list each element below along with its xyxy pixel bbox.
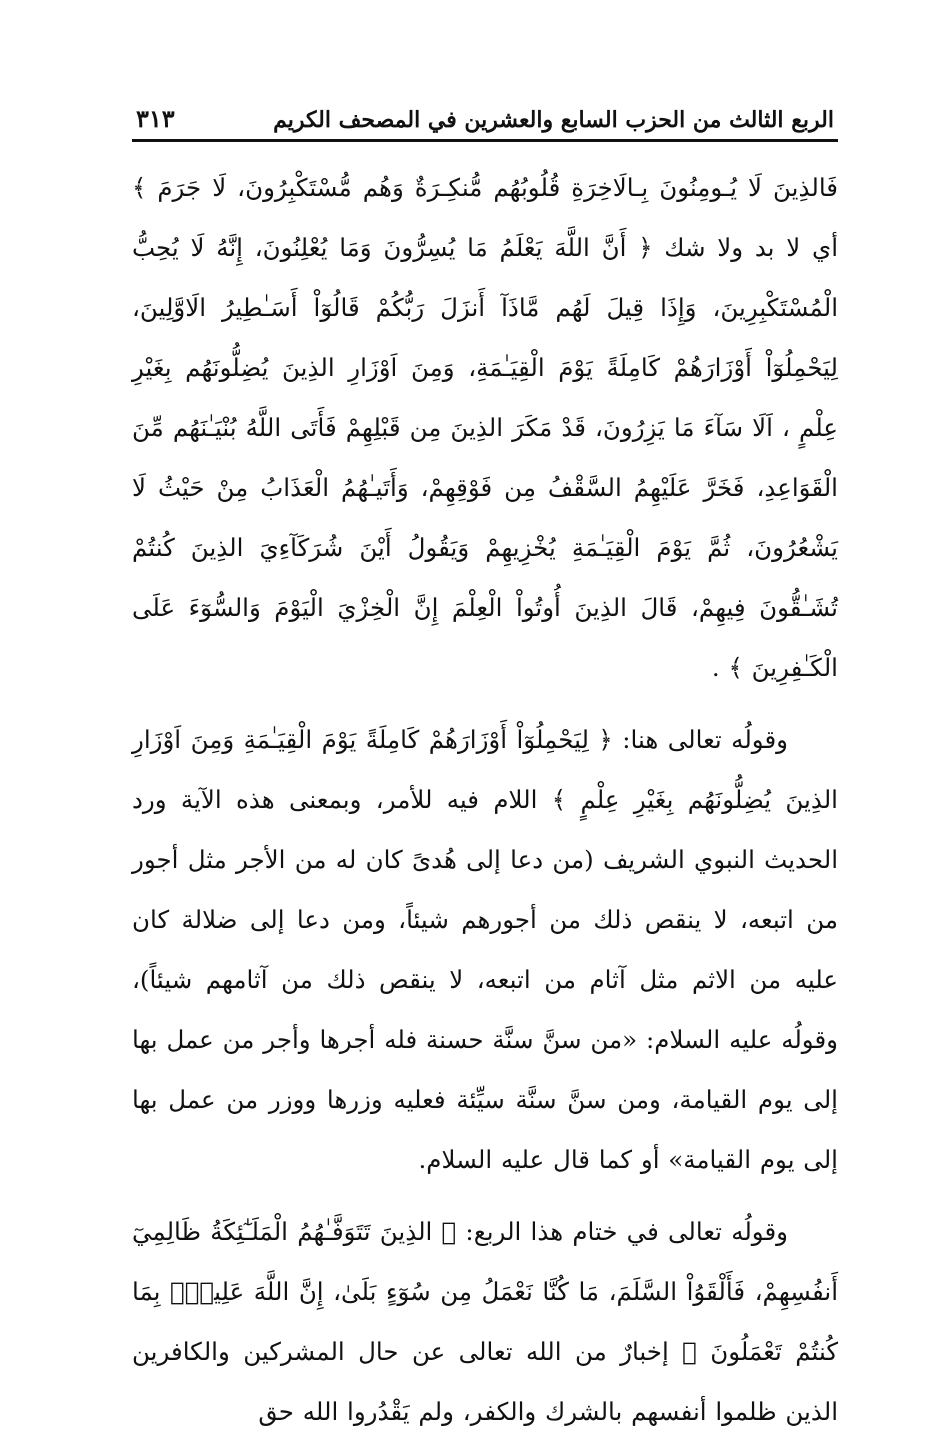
running-header	[132, 104, 838, 142]
verse-paragraph: فَالذِينَ لَا يُـومِنُونَ بِـالَاخِرَةِ قُلُوبُهُم مُّنكِـرَةٌ وَهُم مُّسْتَكْبِرُونَ، لَا جَرَمَ ﴾ أي لا بد ولا شك ﴿ أَنَّ اللَّهَ يَعْلَمُ مَا يُسِرُّونَ وَمَا يُعْلِنُونَ، إِنَّهُ لَا يُحِبُّ الْمُسْتَكْبِرِينَ، وَإِذَا قِيلَ لَهُم مَّاذَآ أَنزَلَ رَبُّكُمْ قَالُوٓاْ أَسَـٰطِيرُ الَاوَّلِينَ، لِيَحْمِلُوٓاْ أَوْزَارَهُمْ كَامِلَةً يَوْمَ الْقِيَـٰمَةِ، وَمِنَ اَوْزَارِ الذِينَ يُضِلُّونَهُم بِغَيْرِ عِلْمٍ ، اَلَا سَآءَ مَا يَزِرُونَ، قَدْ مَكَرَ الذِينَ مِن قَبْلِهِمْ فَأَتَى اللَّهُ بُنْيَـٰنَهُم مِّنَ الْقَوَاعِدِ، فَخَرَّ عَلَيْهِمُ السَّقْفُ مِن فَوْقِهِمْ، وَأَتَيـٰهُمُ الْعَذَابُ مِنْ حَيْثُ لَا يَشْعُرُونَ، ثُمَّ يَوْمَ الْقِيَـٰمَةِ يُخْزِيهِمْ وَيَقُولُ أَيْنَ شُرَكَآءِيَ الذِينَ كُنتُمْ تُشَـٰقُّونَ فِيهِمْ، قَالَ الذِينَ أُوتُواْ الْعِلْمَ إِنَّ الْخِزْيَ الْيَوْمَ وَالسُّوٓءَ عَلَى الْكَـٰفِرِينَ ﴾ .	[132, 173, 838, 682]
commentary-paragraph: وقولُه تعالى هنا: ﴿ لِيَحْمِلُوٓاْ أَوْزَارَهُمْ كَامِلَةً يَوْمَ الْقِيَـٰمَةِ وَمِنَ اَوْزَارِ الذِينَ يُضِلُّونَهُم بِغَيْرِ عِلْمٍ ﴾ اللام فيه للأمر، وبمعنى هذه الآية ورد الحديث النبوي الشريف (من دعا إلى هُدىً كان له من الأجر مثل أجور من اتبعه، لا ينقص ذلك من أجورهم شيئاً، ومن دعا إلى ضلالة كان عليه من الاثم مثل آثام من اتبعه، لا ينقص ذلك من آثامهم شيئاً)، وقولُه عليه السلام: «من سنَّ سنَّة حسنة فله أجرها وأجر من عمل بها إلى يوم القيامة، ومن سنَّ سنَّة سيِّئة فعليه وزرها ووزر من عمل بها إلى يوم القيامة» أو كما قال عليه السلام.	[132, 725, 838, 1174]
header-title: الربع الثالث من الحزب السابع والعشرين في المصحف الكريم	[273, 107, 834, 133]
closing-paragraph: وقولُه تعالى في ختام هذا الربع: ﴿ الذِينَ تَتَوَفَّـٰهُمُ الْمَلَـٰٓئِكَةُ ظَالِمِيٓ أَنفُسِهِمْ، فَأَلْقَوُاْ السَّلَمَ، مَا كُنَّا نَعْمَلُ مِن سُوٓءٍ بَلَىٰ، إِنَّ اللَّهَ عَلِيمُۢ بِمَا كُنتُمْ تَعْمَلُونَ ﴾ إخبارٌ من الله تعالى عن حال المشركين والكافرين الذين ظلموا أنفسهم بالشرك والكفر، ولم يَقْدُروا الله حق	[132, 1217, 838, 1426]
page-number: ٣١٣	[136, 104, 175, 133]
